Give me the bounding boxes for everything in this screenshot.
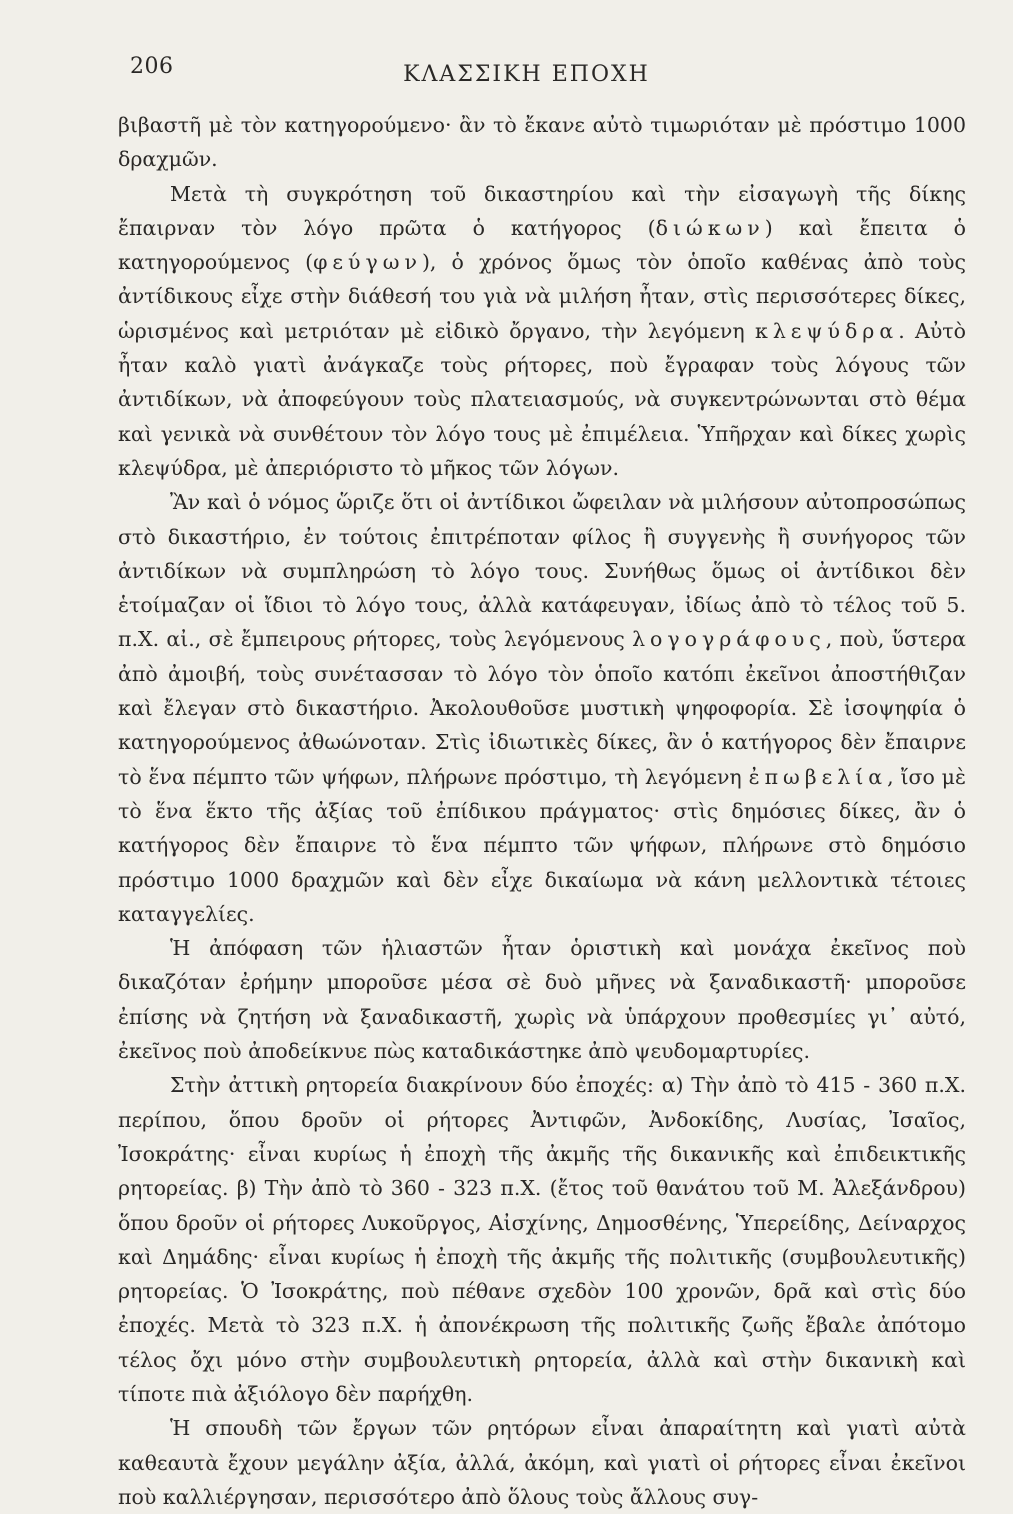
text-run: ) καὶ ἔπειτα ὁ κατηγορούμενος ( bbox=[118, 215, 966, 275]
text-run: . Αὐτὸ ἦταν καλὸ γιατὶ ἀνάγκαζε τοὺς ρήτορες, ποὺ ἔγραφαν τοὺς λόγους τῶν ἀντιδίκων, νὰ ἀποφεύγουν τοὺς πλατειασμούς, νὰ συγκεντρώνωνται στὸ θέμα καὶ γενικὰ νὰ συνθέτουν τὸν λόγο τους μὲ ἐπιμέλεια. Ὑπῆρχαν καὶ δίκες χωρὶς κλεψύδρα, μὲ ἀπεριόριστο τὸ μῆκος τῶν λόγων. bbox=[118, 318, 966, 480]
running-head: ΚΛΑΣΣΙΚΗ ΕΠΟΧΗ bbox=[403, 62, 650, 87]
paragraph-4: Ἡ ἀπόφαση τῶν ἡλιαστῶν ἦταν ὁριστικὴ καὶ μονάχα ἐκεῖνος ποὺ δικαζόταν ἐρήμην μποροῦσε μέσα σὲ δυὸ μῆνες νὰ ξαναδικαστῆ· μποροῦσε ἐπίσης νὰ ζητήση νὰ ξαναδικαστῆ, χωρὶς νὰ ὑπάρχουν προθεσμίες γι᾽ αὐτό, ἐκεῖνος ποὺ ἀποδείκνυε πὼς καταδικάστηκε ἀπὸ ψευδομαρτυρίες. bbox=[118, 936, 966, 1064]
body-text bbox=[118, 108, 966, 1514]
paragraph-6: Ἡ σπουδὴ τῶν ἔργων τῶν ρητόρων εἶναι ἀπαραίτητη καὶ γιατὶ αὐτὰ καθεαυτὰ ἔχουν μεγάλην ἀξία, ἀλλά, ἀκόμη, καὶ γιατὶ οἱ ρήτορες εἶναι ἐκεῖνοι ποὺ καλλιέργησαν, περισσότερο ἀπὸ ὅλους τοὺς ἄλλους συγ- bbox=[118, 1416, 966, 1509]
text-run: Ἂν καὶ ὁ νόμος ὥριζε ὅτι οἱ ἀντίδικοι ὤφειλαν νὰ μιλήσουν αὐτοπροσώπως στὸ δικαστήριο, ἐν τούτοις ἐπιτρέποταν φίλος ἢ συγγενὴς ἢ συνήγορος τῶν ἀντιδίκων νὰ συμπληρώση τὸ λόγο τους. Συνήθως ὅμως οἱ ἀντίδικοι δὲν ἑτοίμαζαν οἱ ἴδιοι τὸ λόγο τους, ἀλλὰ κατάφευγαν, ἰδίως ἀπὸ τὸ τέλος τοῦ 5. π.Χ. αἰ., σὲ ἔμπειρους ρήτορες, τοὺς λεγόμενους bbox=[118, 490, 966, 652]
spaced-term: διώκων bbox=[655, 215, 765, 240]
spaced-term: ἐπωβελία bbox=[748, 764, 888, 789]
text-run: ), ὁ χρόνος ὅμως τὸν ὁποῖο καθένας ἀπὸ τοὺς ἀντίδικους εἶχε στὴν διάθεσή του γιὰ νὰ μιλήση ἦταν, στὶς περισσότερες δίκες, ὡρισμένος καὶ μετριόταν μὲ εἰδικὸ ὄργανο, τὴν λεγόμενη bbox=[118, 250, 966, 343]
text-run: , ἴσο μὲ τὸ ἕνα ἕκτο τῆς ἀξίας τοῦ ἐπίδικου πράγματος· στὶς δημόσιες δίκες, ἂν ὁ κατήγορος δὲν ἔπαιρνε τὸ ἕνα πέμπτο τῶν ψήφων, πλήρωνε στὸ δημόσιο πρόστιμο 1000 δραχμῶν καὶ δὲν εἶχε δικαίωμα νὰ κάνη μελλοντικὰ τέτοιες καταγγελίες. bbox=[118, 764, 966, 926]
spaced-term: κλεψύδρα bbox=[755, 318, 899, 343]
spaced-term: φεύγων bbox=[313, 250, 422, 275]
text-run: , ποὺ, ὕστερα ἀπὸ ἀμοιβή, τοὺς συνέτασσαν τὸ λόγο τὸν ὁποῖο κατόπι ἐκεῖνοι ἀποστήθιζαν καὶ ἔλεγαν στὸ δικαστήριο. Ἀκολουθοῦσε μυστικὴ ψηφοφορία. Σὲ ἰσοψηφία ὁ κατηγορούμενος ἀθωώνοταν. Στὶς ἰδιωτικὲς δίκες, ἂν ὁ κατήγορος δὲν ἔπαιρνε τὸ ἕνα πέμπτο τῶν ψήφων, πλήρωνε πρόστιμο, τὴ λεγόμενη bbox=[118, 627, 966, 789]
text-run: Μετὰ τὴ συγκρότηση τοῦ δικαστηρίου καὶ τὴν εἰσαγωγὴ τῆς δίκης ἔπαιρναν τὸν λόγο πρῶτα ὁ κατήγορος ( bbox=[118, 181, 966, 240]
paragraph-2 bbox=[118, 177, 966, 486]
page-number: 206 bbox=[130, 54, 174, 79]
paragraph-1: βιβαστῆ μὲ τὸν κατηγορούμενο· ἂν τὸ ἔκανε αὐτὸ τιμωριόταν μὲ πρόστιμο 1000 δραχμῶν. bbox=[118, 113, 966, 172]
paragraph-3 bbox=[118, 485, 966, 931]
paragraph-5: Στὴν ἀττικὴ ρητορεία διακρίνουν δύο ἐποχές: α) Τὴν ἀπὸ τὸ 415 - 360 π.Χ. περίπου, ὅπου δροῦν οἱ ρήτορες Ἀντιφῶν, Ἀνδοκίδης, Λυσίας, Ἰσαῖος, Ἰσοκράτης· εἶναι κυρίως ἡ ἐποχὴ τῆς ἀκμῆς τῆς δικανικῆς καὶ ἐπιδεικτικῆς ρητορείας. β) Τὴν ἀπὸ τὸ 360 - 323 π.Χ. (ἔτος τοῦ θανάτου τοῦ Μ. Ἀλεξάνδρου) ὅπου δροῦν οἱ ρήτορες Λυκοῦργος, Αἰσχίνης, Δημοσθένης, Ὑπερείδης, Δείναρχος καὶ Δημάδης· εἶναι κυρίως ἡ ἐποχὴ τῆς ἀκμῆς τῆς πολιτικῆς (συμβουλευτικῆς) ρητορείας. Ὁ Ἰσοκράτης, ποὺ πέθανε σχεδὸν 100 χρονῶν, δρᾶ καὶ στὶς δύο ἐποχές. Μετὰ τὸ 323 π.Χ. ἡ ἀπονέκρωση τῆς πολιτικῆς ζωῆς ἔβαλε ἀπότομο τέλος ὄχι μόνο στὴν συμβουλευτικὴ ρητορεία, ἀλλὰ καὶ στὴν δικανικὴ καὶ τίποτε πιὰ ἀξιόλογο δὲν παρήχθη. bbox=[118, 1073, 966, 1406]
spaced-term: λογογράφους bbox=[632, 627, 826, 652]
